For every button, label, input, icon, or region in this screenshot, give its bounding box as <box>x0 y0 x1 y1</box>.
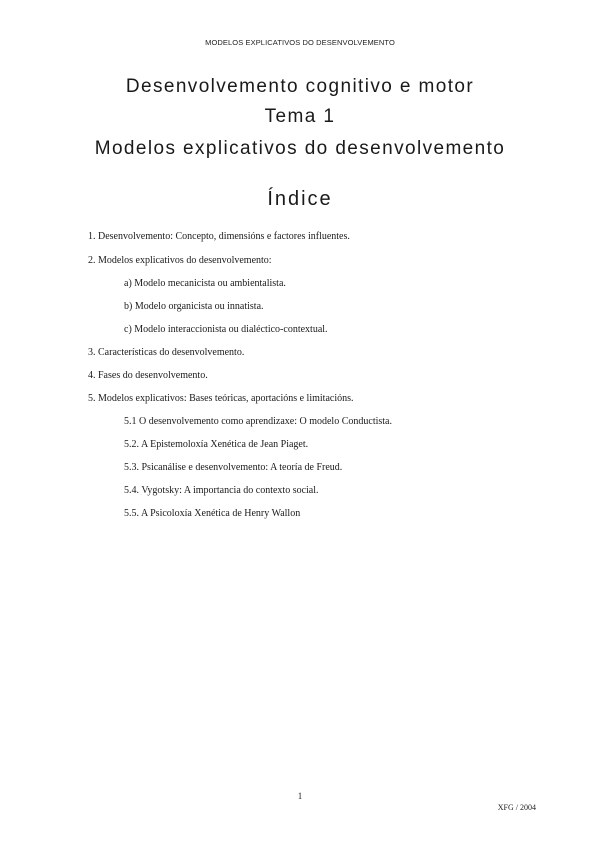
toc-subitem: 5.2. A Epistemoloxía Xenética de Jean Piaget. <box>124 439 309 450</box>
page-number: 1 <box>297 791 303 801</box>
document-title-line-2: Tema 1 <box>264 106 336 127</box>
index-heading: Índice <box>267 188 333 210</box>
toc-subitem: 5.1 O desenvolvemento como aprendizaxe: O modelo Conductista. <box>124 416 392 427</box>
toc-subitem: 5.4. Vygotsky: A importancia do contexto social. <box>124 485 319 496</box>
toc-item: 2. Modelos explicativos do desenvolvemento: <box>88 255 272 266</box>
running-header: MODELOS EXPLICATIVOS DO DESENVOLVEMENTO <box>205 38 395 47</box>
toc-subitem: b) Modelo organicista ou innatista. <box>124 301 264 312</box>
toc-item: 3. Características do desenvolvemento. <box>88 347 245 358</box>
footer-code: XFG / 2004 <box>497 803 536 812</box>
document-title-line-1: Desenvolvemento cognitivo e motor <box>125 76 475 97</box>
document-title-line-3: Modelos explicativos do desenvolvemento <box>94 138 506 159</box>
toc-item: 4. Fases do desenvolvemento. <box>88 370 208 381</box>
toc-subitem: 5.3. Psicanálise e desenvolvemento: A teoría de Freud. <box>124 462 343 473</box>
toc-item: 1. Desenvolvemento: Concepto, dimensións e factores influentes. <box>88 231 350 242</box>
toc-item: 5. Modelos explicativos: Bases teóricas, aportacións e limitacións. <box>88 393 354 404</box>
toc-subitem: 5.5. A Psicoloxía Xenética de Henry Wallon <box>124 508 301 519</box>
toc-subitem: a) Modelo mecanicista ou ambientalista. <box>124 278 286 289</box>
toc-subitem: c) Modelo interaccionista ou dialéctico-contextual. <box>124 324 328 335</box>
